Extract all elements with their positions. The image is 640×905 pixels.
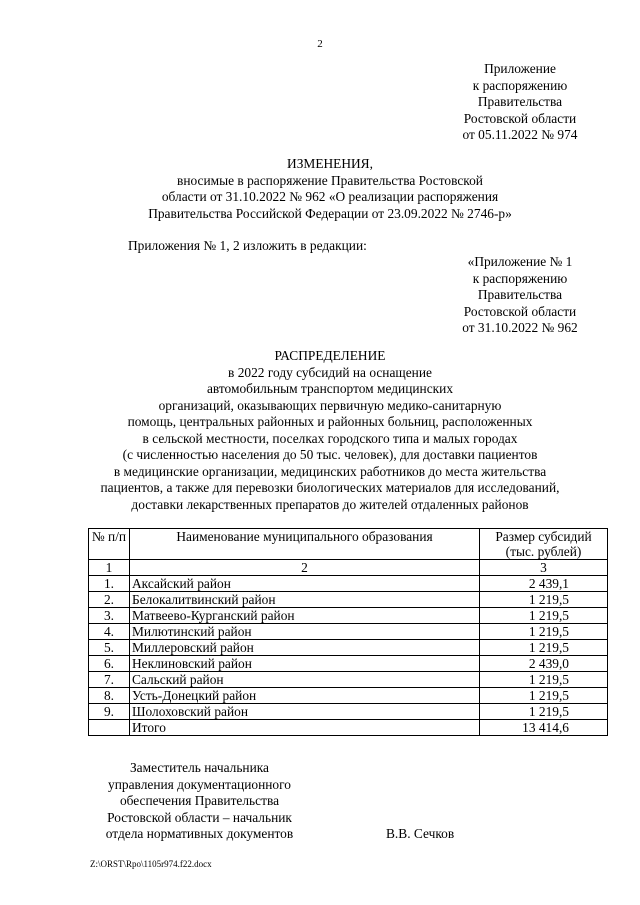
signatory-position-line: отдела нормативных документов xyxy=(105,826,294,841)
row-amount: 1 219,5 xyxy=(480,640,608,656)
distribution-title-line: пациентов, а также для перевозки биологических материалов для исследований, xyxy=(100,480,560,495)
changes-title-line: Правительства Российской Федерации от 23.09.2022 № 2746-р» xyxy=(148,205,512,221)
changes-title-line: области от 31.10.2022 № 962 «О реализации распоряжения xyxy=(161,189,499,204)
row-amount: 2 439,0 xyxy=(480,656,608,672)
appendix1-header xyxy=(440,254,600,337)
appendix-header xyxy=(440,61,600,144)
changes-title xyxy=(100,156,560,222)
distribution-title-line: в медицинские организации, медицинских работников до места жительства xyxy=(113,463,547,479)
header-number: № п/п xyxy=(89,529,130,560)
table-row xyxy=(89,672,608,688)
appendix1-header-line: Правительства xyxy=(477,287,563,302)
total-number-cell xyxy=(89,720,130,736)
table-header-row xyxy=(89,529,608,560)
column-number: 2 xyxy=(130,560,480,576)
row-number: 5. xyxy=(89,640,130,656)
appendix-header-line: к распоряжению xyxy=(472,77,568,93)
table-row xyxy=(89,592,608,608)
appendix-header-line: Правительства xyxy=(477,94,563,109)
total-label: Итого xyxy=(130,720,480,736)
distribution-table xyxy=(88,528,608,736)
appendix1-header-line: Ростовской области xyxy=(463,303,577,319)
signatory-name: В.В. Сечков xyxy=(386,826,455,841)
row-municipality: Белокалитвинский район xyxy=(130,592,480,608)
total-amount: 13 414,6 xyxy=(480,720,608,736)
distribution-title-line: автомобильным транспортом медицинских xyxy=(206,381,454,396)
changes-title-line: вносимые в распоряжение Правительства Ростовской xyxy=(177,172,483,188)
signatory-position xyxy=(92,760,307,843)
row-amount: 1 219,5 xyxy=(480,592,608,608)
row-amount: 1 219,5 xyxy=(480,688,608,704)
appendix-header-line: Приложение xyxy=(484,61,556,76)
table-row xyxy=(89,688,608,704)
row-number: 7. xyxy=(89,672,130,688)
row-number: 3. xyxy=(89,608,130,624)
row-municipality: Шолоховский район xyxy=(130,704,480,720)
row-municipality: Милютинский район xyxy=(130,624,480,640)
appendix1-header-line: от 31.10.2022 № 962 xyxy=(462,320,578,335)
table-total-row xyxy=(89,720,608,736)
row-amount: 1 219,5 xyxy=(480,624,608,640)
table-row xyxy=(89,576,608,592)
appendix-header-line: от 05.11.2022 № 974 xyxy=(462,127,578,142)
distribution-title-line: доставки лекарственных препаратов до жителей отдаленных районов xyxy=(131,496,529,512)
table-row xyxy=(89,656,608,672)
signatory-position-line: управления документационного xyxy=(108,776,291,792)
row-amount: 1 219,5 xyxy=(480,608,608,624)
distribution-title-line: в 2022 году субсидий на оснащение xyxy=(228,364,432,380)
row-amount: 2 439,1 xyxy=(480,576,608,592)
row-municipality: Неклиновский район xyxy=(130,656,480,672)
distribution-title-line: в сельской местности, поселках городского типа и малых городах xyxy=(142,430,518,446)
table-row xyxy=(89,624,608,640)
distribution-title-line: РАСПРЕДЕЛЕНИЕ xyxy=(274,348,386,363)
row-municipality: Миллеровский район xyxy=(130,640,480,656)
column-number: 1 xyxy=(89,560,130,576)
row-municipality: Аксайский район xyxy=(130,576,480,592)
page-number: 2 xyxy=(317,38,323,50)
column-number-row xyxy=(89,560,608,576)
row-amount: 1 219,5 xyxy=(480,672,608,688)
row-municipality: Матвеево-Курганский район xyxy=(130,608,480,624)
signatory-position-line: Ростовской области – начальник xyxy=(107,809,292,825)
table-row xyxy=(89,704,608,720)
row-number: 8. xyxy=(89,688,130,704)
table-row xyxy=(89,640,608,656)
distribution-title-line: организаций, оказывающих первичную медико-санитарную xyxy=(158,397,502,413)
row-number: 9. xyxy=(89,704,130,720)
changes-title-line: ИЗМЕНЕНИЯ, xyxy=(287,156,373,171)
file-path: Z:\ORST\Rpo\1105r974.f22.docx xyxy=(90,859,212,869)
distribution-title-line: (с численностью населения до 50 тыс. человек), для доставки пациентов xyxy=(122,447,538,462)
header-municipality: Наименование муниципального образования xyxy=(130,529,480,560)
column-number: 3 xyxy=(480,560,608,576)
row-municipality: Сальский район xyxy=(130,672,480,688)
row-municipality: Усть-Донецкий район xyxy=(130,688,480,704)
row-number: 1. xyxy=(89,576,130,592)
row-amount: 1 219,5 xyxy=(480,704,608,720)
table-row xyxy=(89,608,608,624)
lead-text: Приложения № 1, 2 изложить в редакции: xyxy=(128,238,367,253)
row-number: 2. xyxy=(89,592,130,608)
distribution-title xyxy=(90,348,570,513)
row-number: 4. xyxy=(89,624,130,640)
signatory-position-line: обеспечения Правительства xyxy=(119,793,280,808)
header-amount: Размер субсидий (тыс. рублей) xyxy=(480,529,608,560)
appendix1-header-line: «Приложение № 1 xyxy=(467,254,573,269)
signatory-position-line: Заместитель начальника xyxy=(129,760,270,775)
appendix1-header-line: к распоряжению xyxy=(472,270,568,286)
row-number: 6. xyxy=(89,656,130,672)
appendix-header-line: Ростовской области xyxy=(463,110,577,126)
distribution-title-line: помощь, центральных районных и районных больниц, расположенных xyxy=(127,414,533,429)
